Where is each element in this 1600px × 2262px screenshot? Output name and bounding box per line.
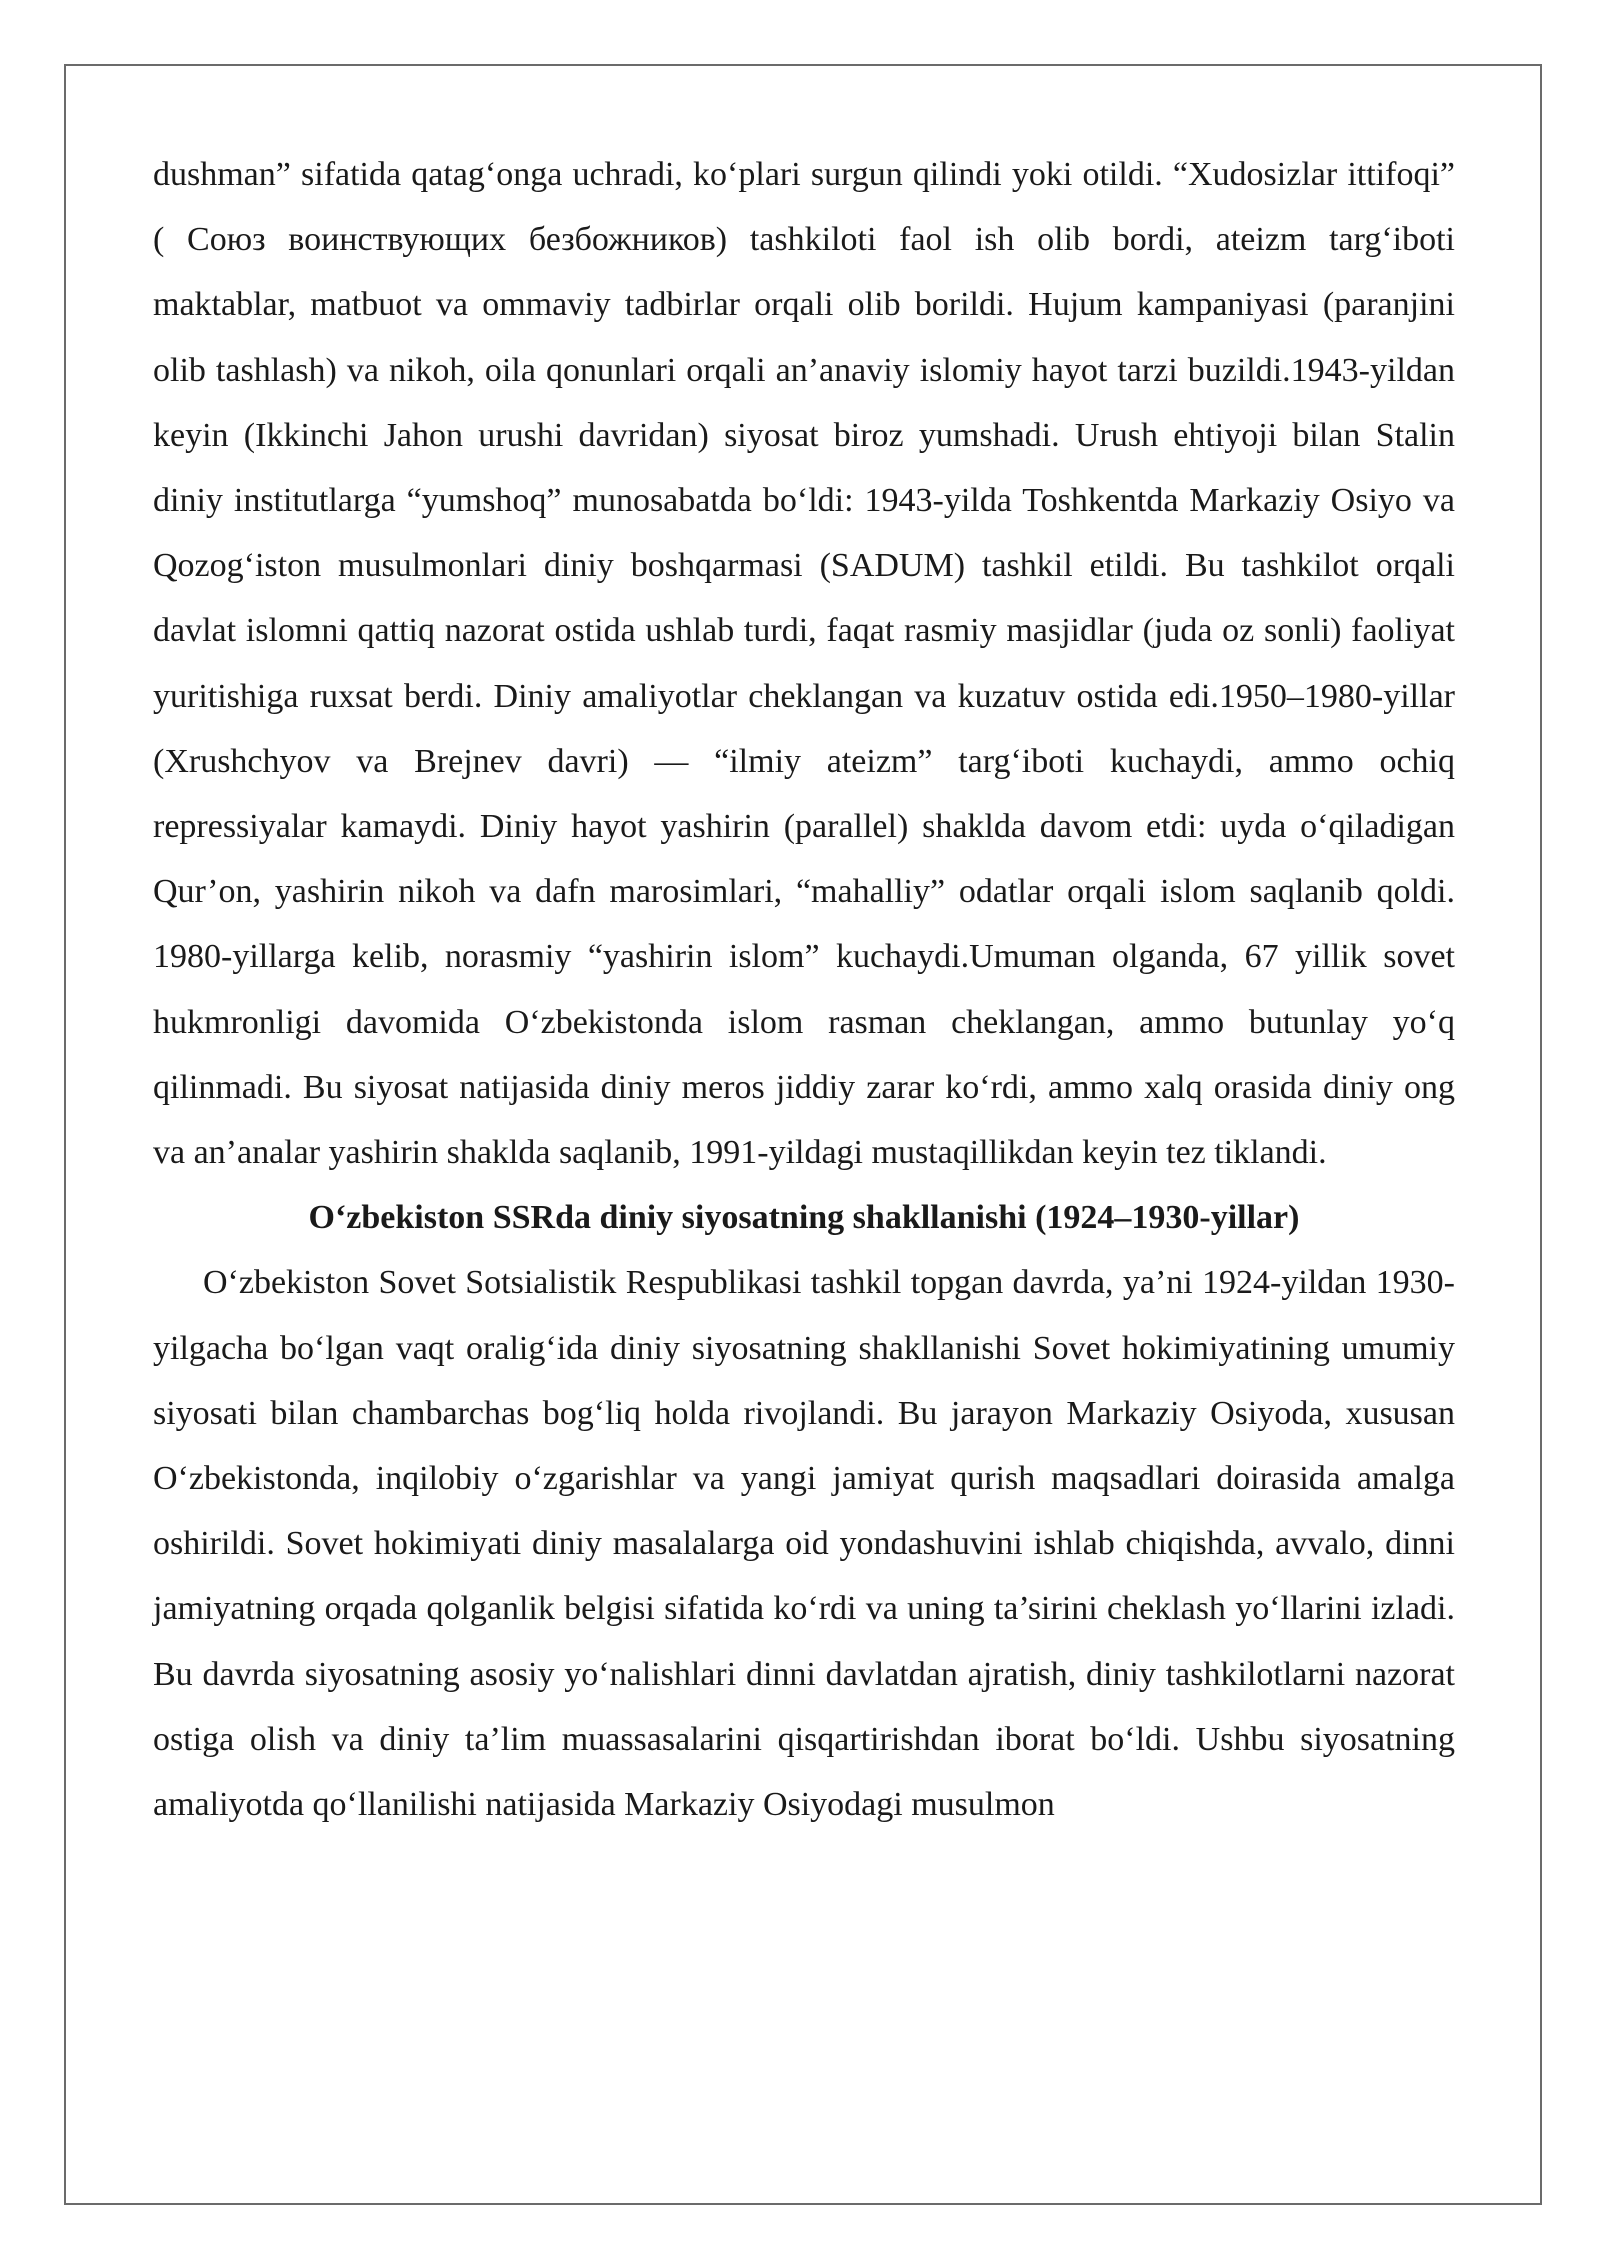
body-paragraph-1: dushman” sifatida qatag‘onga uchradi, ko‘plari surgun qilindi yoki otildi. “Xudosizlar ittifoqi” ( Союз воинствующих безбожников) tashkiloti faol ish olib bordi, ateizm targ‘iboti maktablar, matbuot va ommaviy tadbirlar orqali olib borildi. Hujum kampaniyasi (paranjini olib tashlash) va nikoh, oila qonunlari orqali an’anaviy islomiy hayot tarzi buzildi.1943-yildan keyin (Ikkinchi Jahon urushi davridan) siyosat biroz yumshadi. Urush ehtiyoji bilan Stalin diniy institutlarga “yumshoq” munosabatda bo‘ldi: 1943-yilda Toshkentda Markaziy Osiyo va Qozog‘iston musulmonlari diniy boshqarmasi (SADUM) tashkil etildi. Bu tashkilot orqali davlat islomni qattiq nazorat ostida ushlab turdi, faqat rasmiy masjidlar (juda oz sonli) faoliyat yuritishiga ruxsat berdi. Diniy amaliyotlar cheklangan va kuzatuv ostida edi.1950–1980-yillar (Xrushchyov va Brejnev davri) — “ilmiy ateizm” targ‘iboti kuchaydi, ammo ochiq repressiyalar kamaydi. Diniy hayot yashirin (parallel) shaklda davom etdi: uyda o‘qiladigan Qur’on, yashirin nikoh va dafn marosimlari, “mahalliy” odatlar orqali islom saqlanib qoldi. 1980-yillarga kelib, norasmiy “yashirin islom” kuchaydi.Umuman olganda, 67 yillik sovet hukmronligi davomida O‘zbekistonda islom rasman cheklangan, ammo butunlay yo‘q qilinmadi. Bu siyosat natijasida diniy meros jiddiy zarar ko‘rdi, ammo xalq orasida diniy ong va an’analar yashirin shaklda saqlanib, 1991-yildagi mustaqillikdan keyin tez tiklandi.	[153, 156, 1455, 1172]
section-heading: O‘zbekiston SSRda diniy siyosatning shakllanishi (1924–1930-yillar)	[308, 1199, 1300, 1237]
document-body	[153, 142, 1455, 1837]
body-paragraph-2: O‘zbekiston Sovet Sotsialistik Respublikasi tashkil topgan davrda, ya’ni 1924-yildan 1930-yilgacha bo‘lgan vaqt oralig‘ida diniy siyosatning shakllanishi Sovet hokimiyatining umumiy siyosati bilan chambarchas bog‘liq holda rivojlandi. Bu jarayon Markaziy Osiyoda, xususan O‘zbekistonda, inqilobiy o‘zgarishlar va yangi jamiyat qurish maqsadlari doirasida amalga oshirildi. Sovet hokimiyati diniy masalalarga oid yondashuvini ishlab chiqishda, avvalo, dinni jamiyatning orqada qolganlik belgisi sifatida ko‘rdi va uning ta’sirini cheklash yo‘llarini izladi. Bu davrda siyosatning asosiy yo‘nalishlari dinni davlatdan ajratish, diniy tashkilotlarni nazorat ostiga olish va diniy ta’lim muassasalarini qisqartirishdan iborat bo‘ldi. Ushbu siyosatning amaliyotda qo‘llanilishi natijasida Markaziy Osiyodagi musulmon	[153, 1264, 1455, 1824]
